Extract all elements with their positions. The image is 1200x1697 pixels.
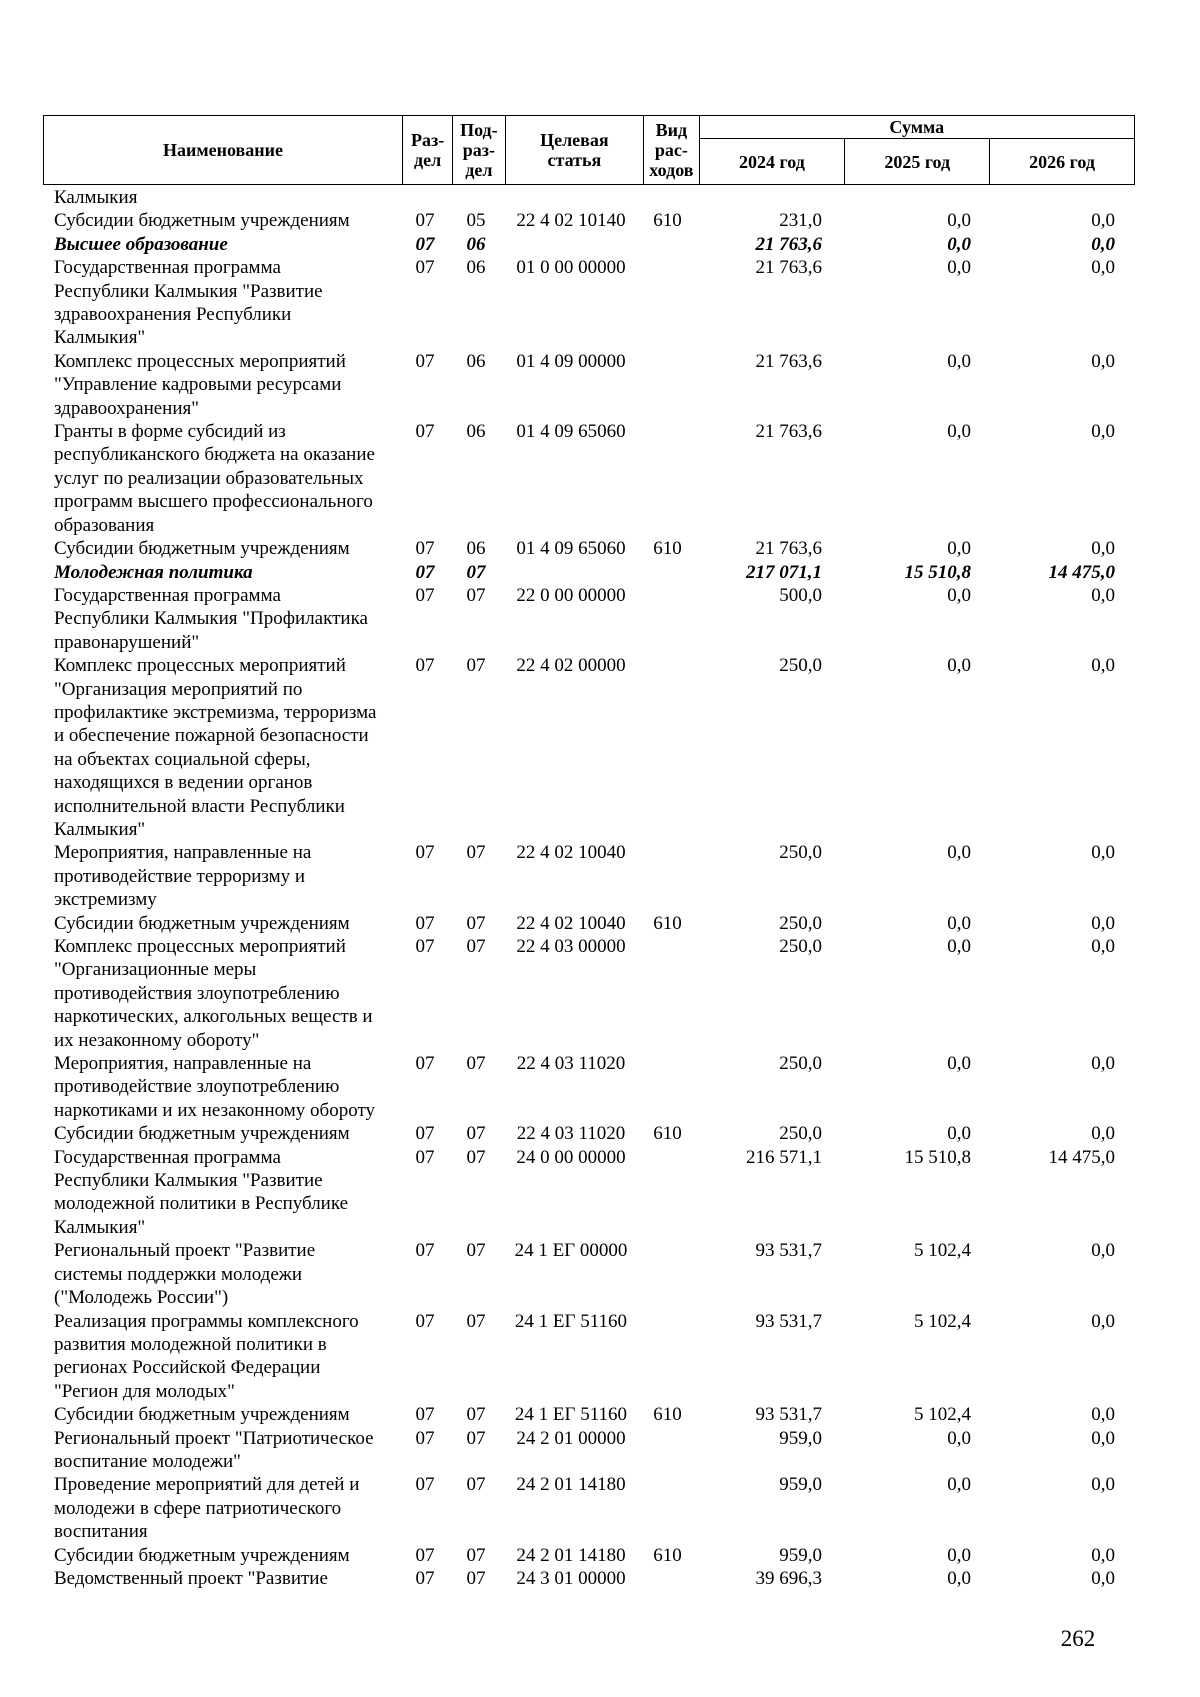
cell-sum-2025: 0,0: [947, 584, 971, 606]
cell-name: [43, 584, 400, 654]
cell-sum-2025: 5 102,4: [914, 1240, 971, 1262]
name-line: противодействия злоупотреблению: [54, 982, 340, 1004]
header-name: Наименование: [44, 116, 403, 185]
cell-podrazdel: 07: [466, 1310, 486, 1332]
header-celevaya-statya: Целевая статья: [505, 116, 644, 185]
name-line: Государственная программа: [54, 1146, 281, 1168]
cell-sum-2024: 217 071,1: [746, 561, 822, 583]
name-line: "Управление кадровыми ресурсами: [54, 374, 342, 396]
name-line: профилактике экстремизма, терроризма: [54, 701, 377, 723]
name-line: Молодежная политика: [54, 561, 253, 583]
table-row: [43, 233, 1135, 256]
cell-razdel: 07: [415, 1123, 435, 1145]
table-row: [43, 1567, 1135, 1590]
cell-podrazdel: 07: [466, 842, 486, 864]
name-line: республиканского бюджета на оказание: [54, 444, 375, 466]
name-line: Реализация программы комплексного: [54, 1310, 359, 1332]
cell-razdel: 07: [415, 936, 435, 957]
name-line: Государственная программа: [54, 584, 281, 606]
cell-name: [43, 1473, 400, 1543]
cell-sum-2024: 250,0: [779, 936, 822, 957]
cell-podrazdel: 07: [466, 936, 486, 957]
table-row: [43, 1403, 1135, 1426]
cell-sum-2026: 0,0: [1091, 912, 1115, 934]
cell-celevaya-statya: 22 4 02 10140: [516, 210, 626, 232]
name-line: Мероприятия, направленные на: [54, 1053, 312, 1075]
name-line: регионах Российской Федерации: [54, 1357, 321, 1379]
cell-sum-2025: 0,0: [947, 1427, 971, 1449]
cell-sum-2026: 0,0: [1091, 1404, 1115, 1426]
cell-sum-2026: 0,0: [1091, 1310, 1115, 1332]
table-header: [43, 115, 1135, 185]
cell-sum-2025: 0,0: [947, 1123, 971, 1145]
cell-celevaya-statya: 22 4 02 10040: [516, 842, 626, 864]
cell-podrazdel: 07: [466, 912, 486, 934]
cell-sum-2026: 0,0: [1091, 1240, 1115, 1262]
cell-razdel: 07: [415, 233, 435, 255]
cell-celevaya-statya: 24 2 01 14180: [516, 1474, 626, 1496]
cell-razdel: 07: [415, 561, 435, 583]
name-line: Мероприятия, направленные на: [54, 842, 312, 864]
name-line: воспитания: [54, 1521, 148, 1543]
cell-podrazdel: 06: [466, 350, 486, 372]
name-line: Субсидии бюджетным учреждениям: [54, 1404, 350, 1426]
cell-sum-2024: 250,0: [779, 1123, 822, 1145]
cell-sum-2024: 21 763,6: [755, 421, 822, 443]
cell-sum-2024: 21 763,6: [755, 538, 822, 560]
cell-sum-2026: 0,0: [1091, 1474, 1115, 1496]
table-body: [43, 186, 1135, 1590]
cell-name: [43, 1052, 400, 1122]
cell-vid-rashodov: 610: [653, 210, 682, 232]
header-podrazdel: Под- раз- дел: [453, 116, 505, 185]
name-line: Субсидии бюджетным учреждениям: [54, 912, 350, 934]
name-line: молодежной политики в Республике: [54, 1193, 349, 1215]
table-row: [43, 841, 1135, 911]
cell-razdel: 07: [415, 257, 435, 279]
cell-name: [43, 186, 400, 209]
cell-razdel: 07: [415, 1240, 435, 1262]
name-line: противодействие терроризму и: [54, 865, 306, 887]
table-row: [43, 584, 1135, 654]
cell-sum-2026: 14 475,0: [1048, 1146, 1115, 1168]
cell-vid-rashodov: 610: [653, 1123, 682, 1145]
cell-sum-2026: 0,0: [1091, 210, 1115, 232]
cell-name: [43, 537, 400, 560]
cell-sum-2024: 250,0: [779, 655, 822, 677]
cell-razdel: 07: [415, 421, 435, 443]
cell-celevaya-statya: 24 1 ЕГ 00000: [514, 1240, 628, 1262]
name-line: Калмыкия": [54, 327, 146, 349]
name-line: услуг по реализации образовательных: [54, 467, 364, 489]
cell-sum-2024: 39 696,3: [755, 1567, 822, 1589]
cell-name: [43, 1544, 400, 1567]
cell-celevaya-statya: 24 0 00 00000: [516, 1146, 626, 1168]
name-line: исполнительной власти Республики: [54, 795, 345, 817]
cell-podrazdel: 07: [466, 655, 486, 677]
cell-celevaya-statya: 01 4 09 65060: [516, 538, 626, 560]
name-line: Республики Калмыкия "Развитие: [54, 1170, 323, 1192]
name-line: Субсидии бюджетным учреждениям: [54, 538, 350, 560]
cell-podrazdel: 07: [466, 1404, 486, 1426]
cell-sum-2025: 0,0: [947, 912, 971, 934]
cell-sum-2026: 0,0: [1091, 1427, 1115, 1449]
name-line: "Организация мероприятий по: [54, 678, 303, 700]
table-row: [43, 1310, 1135, 1404]
cell-podrazdel: 07: [466, 1053, 486, 1075]
name-line: Республики Калмыкия "Профилактика: [54, 608, 368, 630]
name-line: развития молодежной политики в: [54, 1333, 327, 1355]
cell-name: [43, 1403, 400, 1426]
cell-razdel: 07: [415, 842, 435, 864]
name-line: программ высшего профессионального: [54, 491, 373, 513]
name-line: Республики Калмыкия "Развитие: [54, 280, 323, 302]
cell-celevaya-statya: 22 4 02 00000: [516, 655, 626, 677]
cell-sum-2025: 0,0: [947, 421, 971, 443]
cell-razdel: 07: [415, 655, 435, 677]
cell-razdel: 07: [415, 1474, 435, 1496]
cell-sum-2024: 959,0: [779, 1474, 822, 1496]
name-line: Комплекс процессных мероприятий: [54, 350, 346, 372]
cell-sum-2024: 21 763,6: [755, 350, 822, 372]
cell-sum-2025: 0,0: [947, 655, 971, 677]
header-vid-rashodov: Вид рас- ходов: [644, 116, 699, 185]
header-year-2024: 2024 год: [699, 139, 845, 185]
name-line: Комплекс процессных мероприятий: [54, 655, 346, 677]
cell-sum-2024: 21 763,6: [755, 233, 822, 255]
cell-sum-2026: 0,0: [1091, 1544, 1115, 1566]
name-line: Субсидии бюджетным учреждениям: [54, 1123, 350, 1145]
name-line: Региональный проект "Развитие: [54, 1240, 316, 1262]
cell-sum-2024: 250,0: [779, 1053, 822, 1075]
cell-celevaya-statya: 01 0 00 00000: [516, 257, 626, 279]
name-line: их незаконному обороту": [54, 1029, 260, 1051]
header-year-2026: 2026 год: [990, 139, 1135, 185]
cell-razdel: 07: [415, 210, 435, 232]
table-row: [43, 1427, 1135, 1474]
table-row: [43, 561, 1135, 584]
cell-razdel: 07: [415, 912, 435, 934]
cell-sum-2026: 0,0: [1091, 1567, 1115, 1589]
cell-celevaya-statya: 22 4 03 11020: [516, 1053, 626, 1075]
header-razdel: Раз- дел: [402, 116, 452, 185]
cell-podrazdel: 07: [466, 1474, 486, 1496]
cell-sum-2024: 21 763,6: [755, 257, 822, 279]
cell-name: [43, 1310, 400, 1404]
cell-celevaya-statya: 24 2 01 00000: [516, 1427, 626, 1449]
cell-razdel: 07: [415, 350, 435, 372]
cell-celevaya-statya: 24 3 01 00000: [516, 1567, 626, 1589]
cell-name: [43, 654, 400, 841]
cell-sum-2024: 959,0: [779, 1544, 822, 1566]
cell-sum-2026: 14 475,0: [1048, 561, 1115, 583]
cell-sum-2026: 0,0: [1091, 257, 1115, 279]
table-row: [43, 654, 1135, 841]
cell-sum-2025: 0,0: [947, 1567, 971, 1589]
cell-podrazdel: 07: [466, 561, 486, 583]
table-row: [43, 935, 1135, 1052]
name-line: здравоохранения": [54, 397, 199, 419]
name-line: Калмыкия: [54, 187, 138, 208]
name-line: находящихся в ведении органов: [54, 772, 313, 794]
cell-sum-2026: 0,0: [1091, 842, 1115, 864]
name-line: Калмыкия": [54, 818, 146, 840]
name-line: ("Молодежь России"): [54, 1287, 229, 1309]
name-line: системы поддержки молодежи: [54, 1263, 303, 1285]
name-line: молодежи в сфере патриотического: [54, 1497, 342, 1519]
cell-sum-2026: 0,0: [1091, 1053, 1115, 1075]
table-row: [43, 256, 1135, 350]
cell-name: [43, 935, 400, 1052]
cell-celevaya-statya: 22 4 03 11020: [516, 1123, 626, 1145]
cell-podrazdel: 06: [466, 421, 486, 443]
name-line: Комплекс процессных мероприятий: [54, 936, 346, 957]
cell-podrazdel: 06: [466, 257, 486, 279]
name-line: на объектах социальной сферы,: [54, 748, 311, 770]
name-line: правонарушений": [54, 631, 200, 653]
cell-podrazdel: 07: [466, 1567, 486, 1589]
cell-name: [43, 209, 400, 232]
cell-name: [43, 233, 400, 256]
table-row: [43, 420, 1135, 537]
name-line: Ведомственный проект "Развитие: [54, 1567, 328, 1589]
cell-sum-2026: 0,0: [1091, 936, 1115, 957]
cell-sum-2025: 0,0: [947, 936, 971, 957]
cell-name: [43, 1239, 400, 1309]
cell-podrazdel: 07: [466, 1123, 486, 1145]
name-line: "Организационные меры: [54, 959, 257, 981]
cell-name: [43, 1427, 400, 1474]
name-line: Гранты в форме субсидий из: [54, 421, 286, 443]
cell-sum-2026: 0,0: [1091, 584, 1115, 606]
table-row: [43, 1544, 1135, 1567]
cell-sum-2026: 0,0: [1091, 350, 1115, 372]
cell-razdel: 07: [415, 538, 435, 560]
table-row: [43, 350, 1135, 420]
header-summa: Сумма: [699, 116, 1134, 139]
cell-sum-2025: 0,0: [947, 350, 971, 372]
cell-razdel: 07: [415, 1310, 435, 1332]
cell-sum-2024: 93 531,7: [755, 1240, 822, 1262]
cell-celevaya-statya: 22 0 00 00000: [516, 584, 626, 606]
name-line: Субсидии бюджетным учреждениям: [54, 1544, 350, 1566]
name-line: экстремизму: [54, 889, 157, 911]
table-row: [43, 1239, 1135, 1309]
name-line: воспитание молодежи": [54, 1450, 241, 1472]
cell-sum-2026: 0,0: [1091, 1123, 1115, 1145]
cell-podrazdel: 07: [466, 1146, 486, 1168]
cell-sum-2026: 0,0: [1091, 421, 1115, 443]
cell-razdel: 07: [415, 1053, 435, 1075]
cell-podrazdel: 06: [466, 233, 486, 255]
cell-sum-2025: 0,0: [947, 842, 971, 864]
name-line: здравоохранения Республики: [54, 304, 292, 326]
cell-sum-2024: 250,0: [779, 912, 822, 934]
cell-sum-2025: 0,0: [947, 233, 971, 255]
name-line: Высшее образование: [54, 233, 228, 255]
cell-sum-2025: 5 102,4: [914, 1404, 971, 1426]
cell-razdel: 07: [415, 1404, 435, 1426]
cell-name: [43, 1122, 400, 1145]
cell-vid-rashodov: 610: [653, 1404, 682, 1426]
cell-sum-2025: 15 510,8: [904, 1146, 971, 1168]
cell-name: [43, 420, 400, 537]
cell-vid-rashodov: 610: [653, 538, 682, 560]
cell-sum-2025: 0,0: [947, 1544, 971, 1566]
table-row: [43, 186, 1135, 209]
table-row: [43, 1473, 1135, 1543]
cell-razdel: 07: [415, 1146, 435, 1168]
cell-podrazdel: 07: [466, 1544, 486, 1566]
name-line: Региональный проект "Патриотическое: [54, 1427, 374, 1449]
cell-sum-2026: 0,0: [1091, 538, 1115, 560]
cell-sum-2024: 216 571,1: [746, 1146, 822, 1168]
cell-sum-2024: 93 531,7: [755, 1404, 822, 1426]
page-number: 262: [1060, 1626, 1096, 1651]
cell-sum-2025: 0,0: [947, 210, 971, 232]
cell-razdel: 07: [415, 584, 435, 606]
cell-vid-rashodov: 610: [653, 912, 682, 934]
cell-podrazdel: 06: [466, 538, 486, 560]
cell-name: [43, 350, 400, 420]
cell-podrazdel: 07: [466, 1240, 486, 1262]
cell-podrazdel: 07: [466, 584, 486, 606]
cell-celevaya-statya: 22 4 03 00000: [516, 936, 626, 957]
cell-name: [43, 1146, 400, 1240]
cell-sum-2026: 0,0: [1091, 655, 1115, 677]
table-row: [43, 1146, 1135, 1240]
cell-sum-2026: 0,0: [1091, 233, 1115, 255]
cell-podrazdel: 05: [466, 210, 486, 232]
cell-name: [43, 256, 400, 350]
cell-sum-2025: 5 102,4: [914, 1310, 971, 1332]
name-line: "Регион для молодых": [54, 1380, 235, 1402]
header-year-2025: 2025 год: [845, 139, 990, 185]
cell-sum-2024: 959,0: [779, 1427, 822, 1449]
name-line: и обеспечение пожарной безопасности: [54, 725, 369, 747]
cell-sum-2025: 15 510,8: [904, 561, 971, 583]
cell-sum-2025: 0,0: [947, 1474, 971, 1496]
cell-sum-2025: 0,0: [947, 1053, 971, 1075]
cell-celevaya-statya: 24 1 ЕГ 51160: [514, 1404, 628, 1426]
cell-celevaya-statya: 01 4 09 00000: [516, 350, 626, 372]
cell-name: [43, 561, 400, 584]
name-line: Проведение мероприятий для детей и: [54, 1474, 360, 1496]
table-row: [43, 1122, 1135, 1145]
cell-sum-2025: 0,0: [947, 538, 971, 560]
cell-name: [43, 912, 400, 935]
cell-sum-2024: 500,0: [779, 584, 822, 606]
cell-sum-2024: 250,0: [779, 842, 822, 864]
name-line: Калмыкия": [54, 1216, 146, 1238]
cell-celevaya-statya: 22 4 02 10040: [516, 912, 626, 934]
cell-razdel: 07: [415, 1544, 435, 1566]
name-line: наркотических, алкогольных веществ и: [54, 1006, 373, 1028]
cell-sum-2024: 93 531,7: [755, 1310, 822, 1332]
cell-vid-rashodov: 610: [653, 1544, 682, 1566]
table-row: [43, 912, 1135, 935]
table-row: [43, 1052, 1135, 1122]
cell-sum-2025: 0,0: [947, 257, 971, 279]
name-line: наркотиками и их незаконному обороту: [54, 1099, 375, 1121]
name-line: образования: [54, 514, 155, 536]
cell-razdel: 07: [415, 1567, 435, 1589]
table-row: [43, 537, 1135, 560]
cell-celevaya-statya: 24 2 01 14180: [516, 1544, 626, 1566]
cell-name: [43, 841, 400, 911]
cell-celevaya-statya: 01 4 09 65060: [516, 421, 626, 443]
cell-podrazdel: 07: [466, 1427, 486, 1449]
name-line: Государственная программа: [54, 257, 281, 279]
table-row: [43, 209, 1135, 232]
name-line: Субсидии бюджетным учреждениям: [54, 210, 350, 232]
cell-name: [43, 1567, 400, 1590]
name-line: противодействие злоупотреблению: [54, 1076, 340, 1098]
cell-sum-2024: 231,0: [779, 210, 822, 232]
cell-razdel: 07: [415, 1427, 435, 1449]
cell-celevaya-statya: 24 1 ЕГ 51160: [514, 1310, 628, 1332]
